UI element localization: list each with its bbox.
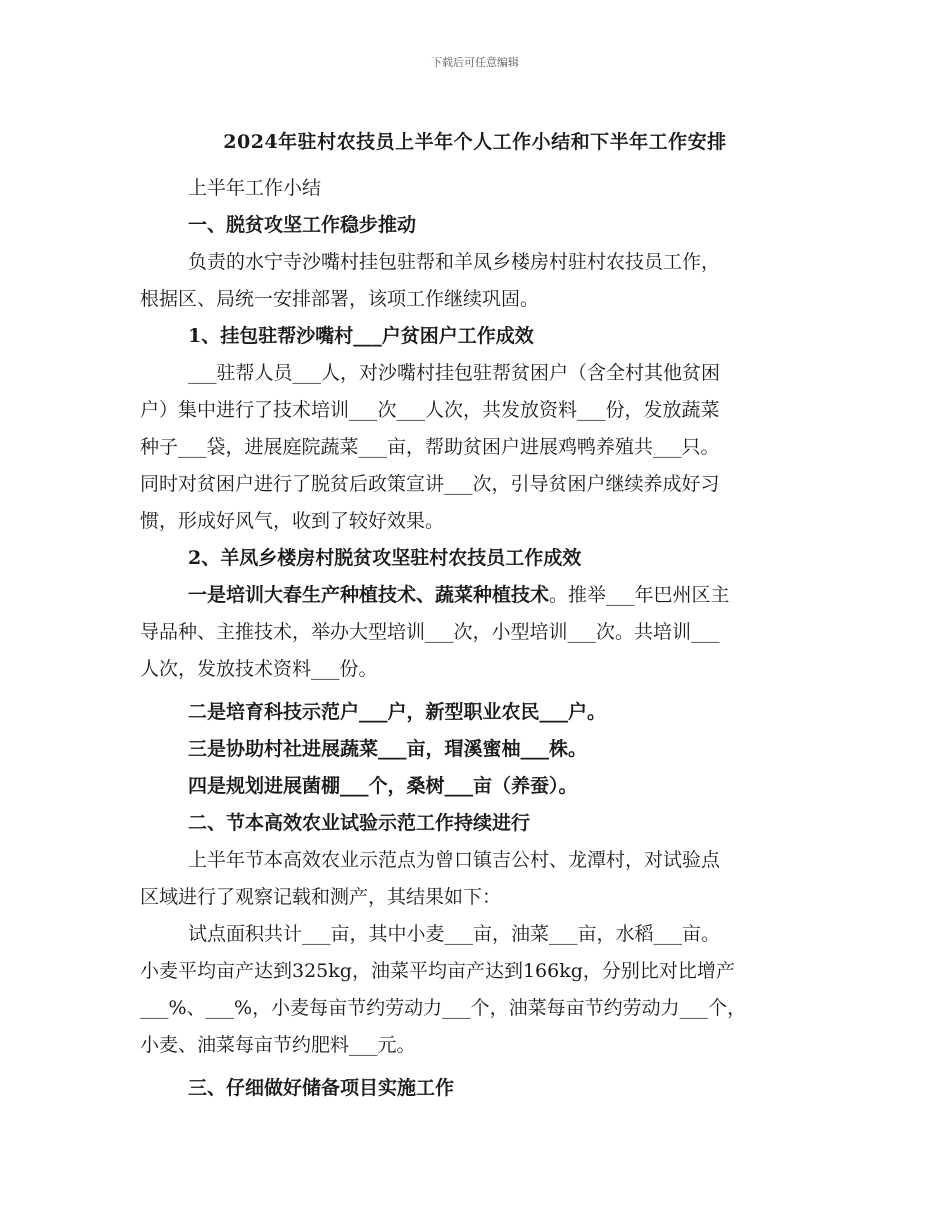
bold-lead-text: 一是培训大春生产种植技术、蔬菜种植技术 — [188, 584, 550, 606]
paragraph-line: 户）集中进行了技术培训___次___人次，共发放资料___份，发放蔬菜 — [140, 399, 720, 421]
bold-item-line: 四是规划进展菌棚___个，桑树___亩（养蚕）。 — [188, 775, 578, 797]
paragraph-line: 上半年节本高效农业示范点为曾口镇吉公村、龙潭村，对试验点 — [188, 849, 721, 871]
paragraph-line — [140, 577, 820, 614]
paragraph-line: 种子___袋，进展庭院蔬菜___亩，帮助贫困户进展鸡鸭养殖共___只。 — [140, 436, 720, 458]
page-header-note: 下载后可任意编辑 — [431, 56, 519, 69]
paragraph-line: 人次，发放技术资料___份。 — [140, 658, 378, 680]
paragraph-line: 导品种、主推技术，举办大型培训___次，小型培训___次。共培训___ — [140, 621, 720, 643]
paragraph-line: 区域进行了观察记载和测产，其结果如下： — [140, 886, 502, 908]
document-title: 2024年驻村农技员上半年个人工作小结和下半年工作安排 — [223, 131, 727, 153]
paragraph-line: 根据区、局统一安排部署，该项工作继续巩固。 — [140, 288, 540, 310]
paragraph-line: 小麦平均亩产达到325kg，油菜平均亩产达到166kg，分别比对比增产 — [140, 960, 735, 982]
subsection-heading-2: 2、羊凤乡楼房村脱贫攻坚驻村农技员工作成效 — [188, 547, 582, 569]
section-subtitle: 上半年工作小结 — [188, 177, 322, 199]
paragraph-line: 负责的水宁寺沙嘴村挂包驻帮和羊凤乡楼房村驻村农技员工作， — [188, 251, 721, 273]
section-heading-3: 三、仔细做好储备项目实施工作 — [188, 1077, 455, 1099]
subsection-heading-1: 1、挂包驻帮沙嘴村___户贫困户工作成效 — [188, 325, 534, 347]
paragraph-line: 试点面积共计___亩，其中小麦___亩，油菜___亩，水稻___亩。 — [188, 923, 721, 945]
document-body — [140, 170, 820, 1107]
paragraph-text: 。推举___年巴州区主 — [549, 584, 730, 606]
bold-item-line: 二是培育科技示范户___户，新型职业农民___户。 — [188, 701, 607, 723]
paragraph-line: 同时对贫困户进行了脱贫后政策宣讲___次，引导贫困户继续养成好习 — [140, 473, 720, 495]
section-heading-1: 一、脱贫攻坚工作稳步推动 — [188, 214, 417, 236]
paragraph-line: ___驻帮人员___人，对沙嘴村挂包驻帮贫困户（含全村其他贫困 — [188, 362, 721, 384]
section-heading-2: 二、节本高效农业试验示范工作持续进行 — [188, 812, 531, 834]
paragraph-line: ___%、___%，小麦每亩节约劳动力___个，油菜每亩节约劳动力___个， — [140, 997, 747, 1019]
bold-item-line: 三是协助村社进展蔬菜___亩，瑁溪蜜柚___株。 — [188, 738, 588, 760]
paragraph-line: 小麦、油菜每亩节约肥料___元。 — [140, 1034, 416, 1056]
paragraph-line: 惯，形成好风气，收到了较好效果。 — [140, 510, 445, 532]
